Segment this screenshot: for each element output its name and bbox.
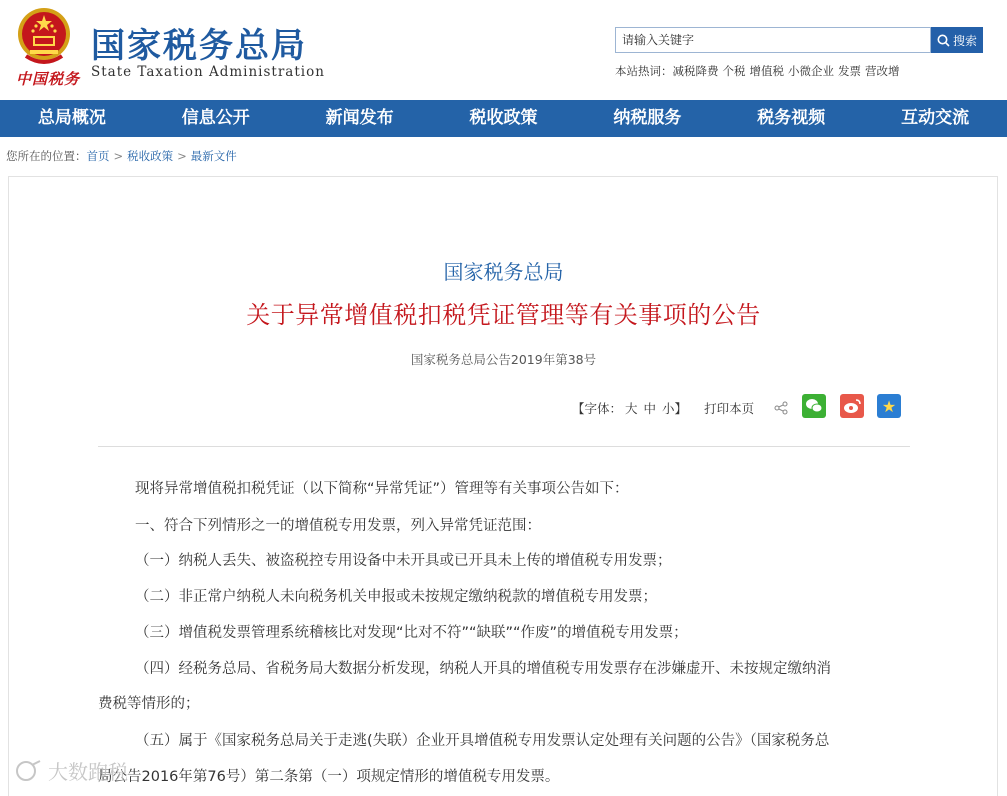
hot-word[interactable]: 减税降费 (672, 64, 719, 78)
font-size-large[interactable]: 大 (625, 401, 638, 416)
hot-word[interactable]: 小微企业 (788, 64, 834, 78)
hot-word[interactable]: 发票 (838, 64, 861, 78)
nav-item-policy[interactable]: 税收政策 (469, 108, 538, 128)
brand-signature: 中国税务 (16, 70, 81, 88)
nav-item-overview[interactable]: 总局概况 (37, 108, 106, 128)
breadcrumb-separator: > (113, 149, 124, 163)
article-doc-number: 国家税务总局公告2019年第38号 (410, 352, 597, 367)
hot-word[interactable]: 增值税 (749, 64, 784, 78)
breadcrumb-separator: > (177, 149, 187, 163)
nav-item-video[interactable]: 税务视频 (757, 108, 826, 128)
article-paragraph: （二）非正常户纳税人未向税务机关申报或未按规定缴纳税款的增值税专用发票； (135, 589, 657, 605)
nav-item-interaction[interactable]: 互动交流 (901, 108, 970, 128)
breadcrumb-latest[interactable]: 最新文件 (190, 149, 237, 163)
hot-word[interactable]: 个税 (722, 64, 746, 78)
article-paragraph: 现将异常增值税扣税凭证（以下简称“异常凭证”）管理等有关事项公告如下： (135, 481, 629, 497)
search-icon (937, 34, 950, 47)
nav-item-news[interactable]: 新闻发布 (325, 108, 394, 128)
wechat-share-icon[interactable] (802, 394, 826, 418)
breadcrumb-policy[interactable]: 税收政策 (127, 149, 174, 163)
share-icon[interactable] (774, 401, 788, 415)
article-paragraph: （五）属于《国家税务总局关于走逃(失联）企业开具增值税专用发票认定处理有关问题的公告》（国家税务总 (135, 733, 830, 749)
font-size-label: 【字体： (572, 401, 623, 416)
article-title: 关于异常增值税扣税凭证管理等有关事项的公告 (246, 301, 761, 329)
weibo-share-icon[interactable] (840, 394, 864, 418)
national-emblem-icon (16, 6, 72, 68)
article-paragraph: （一）纳税人丢失、被盗税控专用设备中未开具或已开具未上传的增值税专用发票； (135, 553, 672, 569)
search-button[interactable] (931, 27, 983, 53)
hot-words-label: 本站热词： (615, 64, 673, 78)
breadcrumb-home[interactable]: 首页 (86, 149, 110, 163)
article-paragraph: （四）经税务总局、省税务局大数据分析发现，纳税人开具的增值税专用发票存在涉嫌虚开、未按规定缴纳消 (135, 661, 831, 677)
print-button[interactable]: 打印本页 (704, 401, 755, 416)
breadcrumb-prefix: 您所在的位置： (6, 149, 87, 163)
article-paragraph: 局公告2016年第76号）第二条第（一）项规定情形的增值税专用发票。 (98, 769, 560, 785)
qzone-share-icon[interactable]: ★ (877, 394, 901, 418)
article-paragraph: 费税等情形的； (98, 696, 200, 712)
site-title-en: State Taxation Administration (91, 64, 325, 80)
search-box (615, 27, 931, 53)
hot-words (615, 63, 904, 79)
article-tools (572, 396, 754, 420)
nav-item-disclosure[interactable]: 信息公开 (181, 108, 250, 128)
breadcrumb (6, 148, 237, 164)
site-title[interactable]: 国家税务总局 (91, 26, 307, 66)
watermark-text: 大数跑税 (48, 760, 128, 784)
hot-word[interactable]: 营改增 (865, 64, 900, 78)
watermark-logo-icon (14, 759, 42, 783)
article-paragraph: （三）增值税发票管理系统稽核比对发现“比对不符”“缺联”“作废”的增值税专用发票； (135, 625, 688, 641)
search-button-label: 搜索 (952, 33, 977, 48)
font-size-small[interactable]: 小】 (662, 401, 688, 416)
font-size-medium[interactable]: 中 (643, 401, 657, 416)
site-header (0, 0, 1007, 100)
nav-item-service[interactable]: 纳税服务 (613, 108, 682, 128)
article-paragraph: 一、符合下列情形之一的增值税专用发票，列入异常凭证范围： (135, 518, 541, 534)
main-nav (0, 100, 1007, 137)
search-input[interactable] (616, 28, 928, 52)
watermark (14, 756, 128, 785)
article-issuer: 国家税务总局 (443, 260, 564, 284)
divider (98, 446, 910, 447)
